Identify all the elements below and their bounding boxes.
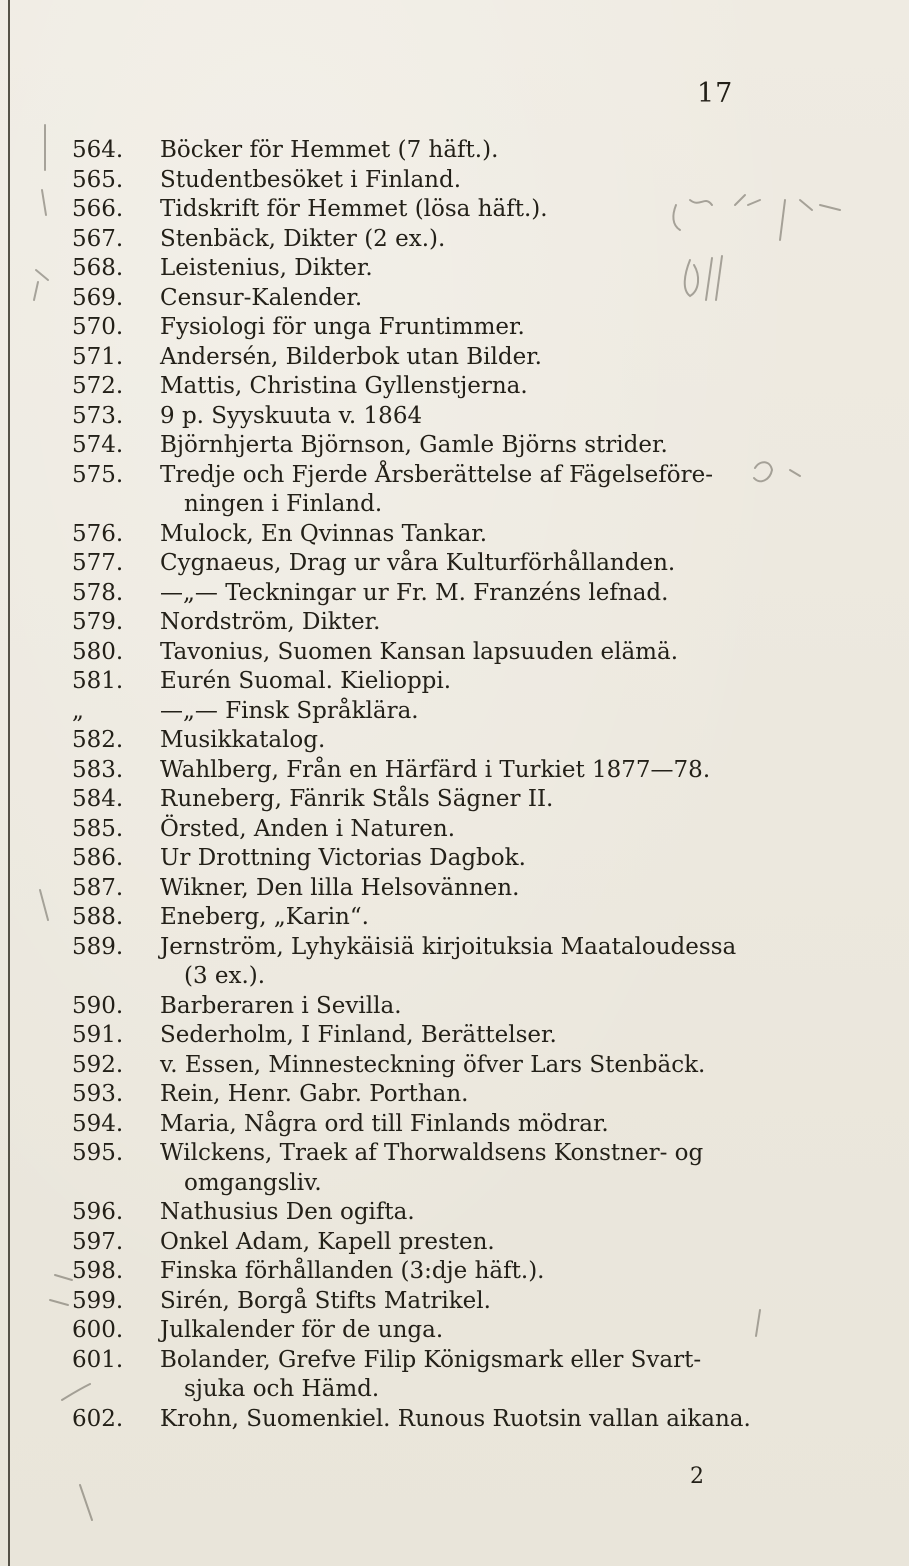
catalog-entry [0, 667, 909, 697]
catalog-entry [0, 785, 909, 815]
catalog-entry [0, 962, 909, 992]
catalog-entry [0, 136, 909, 166]
entry-number: 593. [72, 1081, 124, 1107]
entry-number: 569. [72, 284, 124, 311]
entry-number: 585. [72, 815, 124, 842]
entry-number: 587. [72, 874, 124, 901]
entry-number: 564. [72, 137, 124, 163]
catalog-entry [0, 1198, 909, 1228]
entry-title: Stenbäck, Dikter (2 ex.). [160, 225, 446, 252]
entry-title: Nathusius Den ogifta. [160, 1199, 415, 1225]
catalog-entry [0, 520, 909, 550]
entry-number: 567. [72, 225, 124, 252]
entry-number: 597. [72, 1228, 124, 1255]
entry-number: 579. [72, 609, 124, 635]
catalog-entry-list [0, 136, 909, 1434]
entry-title: Bolander, Grefve Filip Königsmark eller Svart- [160, 1346, 702, 1373]
entry-number: 578. [72, 579, 124, 606]
entry-number: 582. [72, 727, 124, 753]
catalog-entry [0, 1257, 909, 1287]
catalog-entry [0, 1080, 909, 1110]
entry-title: Wahlberg, Från en Härfärd i Turkiet 1877—78. [160, 756, 711, 783]
catalog-entry [0, 1346, 909, 1376]
entry-continuation: (3 ex.). [184, 963, 266, 989]
catalog-entry [0, 844, 909, 874]
entry-title: Runeberg, Fänrik Ståls Sägner II. [160, 786, 554, 812]
entry-title: Sederholm, I Finland, Berättelser. [160, 1022, 557, 1048]
catalog-entry [0, 1169, 909, 1199]
signature-mark: 2 [690, 1464, 704, 1489]
entry-title: Leistenius, Dikter. [160, 255, 373, 281]
entry-title: —„— Finsk Språklära. [160, 697, 419, 724]
entry-title: Julkalender för de unga. [160, 1317, 444, 1343]
entry-title: Maria, Några ord till Finlands mödrar. [160, 1110, 609, 1137]
entry-number: „ [72, 697, 84, 724]
catalog-entry [0, 166, 909, 196]
page-number: 17 [697, 78, 734, 109]
entry-title: Barberaren i Sevilla. [160, 992, 402, 1019]
catalog-entry [0, 1405, 909, 1435]
catalog-entry [0, 284, 909, 314]
catalog-entry [0, 1375, 909, 1405]
entry-number: 568. [72, 255, 124, 281]
entry-number: 583. [72, 756, 124, 783]
entry-title: Wilckens, Traek af Thorwaldsens Konstner- og [160, 1140, 704, 1166]
entry-title: Böcker för Hemmet (7 häft.). [160, 137, 499, 163]
entry-title: Onkel Adam, Kapell presten. [160, 1228, 495, 1255]
entry-title: Ur Drottning Victorias Dagbok. [160, 845, 526, 871]
pencil-mark [80, 1485, 92, 1520]
entry-number: 584. [72, 786, 124, 812]
entry-number: 576. [72, 520, 124, 547]
entry-title: Finska förhållanden (3:dje häft.). [160, 1258, 545, 1284]
entry-number: 571. [72, 343, 124, 370]
entry-title: 9 p. Syyskuuta v. 1864 [160, 402, 423, 429]
catalog-entry [0, 992, 909, 1022]
entry-title: Eneberg, „Karin“. [160, 904, 369, 930]
entry-title: v. Essen, Minnesteckning öfver Lars Stenbäck. [160, 1051, 706, 1078]
entry-number: 586. [72, 845, 124, 871]
entry-number: 594. [72, 1110, 124, 1137]
entry-number: 595. [72, 1140, 124, 1166]
entry-continuation: sjuka och Hämd. [184, 1376, 380, 1402]
entry-number: 602. [72, 1405, 124, 1432]
entry-title: Björnhjerta Björnson, Gamle Björns strider. [160, 432, 668, 458]
entry-number: 599. [72, 1287, 124, 1314]
entry-number: 573. [72, 402, 124, 429]
catalog-entry [0, 903, 909, 933]
catalog-entry [0, 756, 909, 786]
entry-title: Nordström, Dikter. [160, 609, 381, 635]
entry-title: Mattis, Christina Gyllenstjerna. [160, 373, 528, 399]
entry-number: 570. [72, 314, 124, 340]
entry-number: 600. [72, 1317, 124, 1343]
catalog-entry [0, 461, 909, 491]
catalog-entry [0, 933, 909, 963]
catalog-entry [0, 1110, 909, 1140]
entry-number: 575. [72, 461, 124, 488]
entry-number: 588. [72, 904, 124, 930]
entry-title: Örsted, Anden i Naturen. [160, 815, 456, 842]
catalog-entry [0, 638, 909, 668]
entry-title: Fysiologi för unga Fruntimmer. [160, 314, 525, 340]
catalog-entry [0, 726, 909, 756]
entry-number: 572. [72, 373, 124, 399]
catalog-entry [0, 1228, 909, 1258]
entry-number: 566. [72, 196, 124, 222]
entry-number: 589. [72, 933, 124, 960]
catalog-entry [0, 1287, 909, 1317]
entry-number: 565. [72, 166, 124, 193]
catalog-entry [0, 1021, 909, 1051]
entry-number: 581. [72, 668, 124, 694]
catalog-entry [0, 402, 909, 432]
entry-title: Censur-Kalender. [160, 284, 363, 311]
entry-number: 577. [72, 550, 124, 576]
catalog-entry [0, 1139, 909, 1169]
entry-title: Tredje och Fjerde Årsberättelse af Fägelseföre- [160, 461, 714, 488]
catalog-entry [0, 313, 909, 343]
catalog-entry [0, 372, 909, 402]
entry-title: Krohn, Suomenkiel. Runous Ruotsin vallan aikana. [160, 1405, 751, 1432]
entry-title: Tidskrift för Hemmet (lösa häft.). [160, 196, 548, 222]
catalog-entry [0, 195, 909, 225]
entry-number: 591. [72, 1022, 124, 1048]
catalog-entry [0, 697, 909, 727]
entry-title: Mulock, En Qvinnas Tankar. [160, 520, 488, 547]
entry-number: 601. [72, 1346, 124, 1373]
catalog-entry [0, 490, 909, 520]
catalog-entry [0, 579, 909, 609]
entry-number: 598. [72, 1258, 124, 1284]
entry-title: Eurén Suomal. Kielioppi. [160, 668, 452, 694]
catalog-entry [0, 1051, 909, 1081]
entry-number: 590. [72, 992, 124, 1019]
entry-title: Studentbesöket i Finland. [160, 166, 461, 193]
entry-title: Musikkatalog. [160, 727, 326, 753]
catalog-entry [0, 343, 909, 373]
catalog-entry [0, 608, 909, 638]
entry-title: —„— Teckningar ur Fr. M. Franzéns lefnad. [160, 579, 669, 606]
entry-title: Wikner, Den lilla Helsovännen. [160, 874, 520, 901]
entry-number: 596. [72, 1199, 124, 1225]
entry-continuation: ningen i Finland. [184, 491, 383, 517]
catalog-entry [0, 874, 909, 904]
entry-number: 580. [72, 638, 124, 665]
catalog-entry [0, 549, 909, 579]
catalog-entry [0, 254, 909, 284]
catalog-entry [0, 225, 909, 255]
entry-title: Tavonius, Suomen Kansan lapsuuden elämä. [160, 638, 679, 665]
entry-title: Rein, Henr. Gabr. Porthan. [160, 1081, 469, 1107]
entry-title: Andersén, Bilderbok utan Bilder. [160, 343, 542, 370]
entry-continuation: omgangsliv. [184, 1169, 322, 1196]
entry-number: 592. [72, 1051, 124, 1078]
entry-number: 574. [72, 432, 124, 458]
catalog-entry [0, 1316, 909, 1346]
catalog-entry [0, 431, 909, 461]
entry-title: Sirén, Borgå Stifts Matrikel. [160, 1287, 491, 1314]
catalog-entry [0, 815, 909, 845]
entry-title: Jernström, Lyhykäisiä kirjoituksia Maataloudessa [160, 933, 737, 960]
entry-title: Cygnaeus, Drag ur våra Kulturförhållanden. [160, 550, 676, 576]
